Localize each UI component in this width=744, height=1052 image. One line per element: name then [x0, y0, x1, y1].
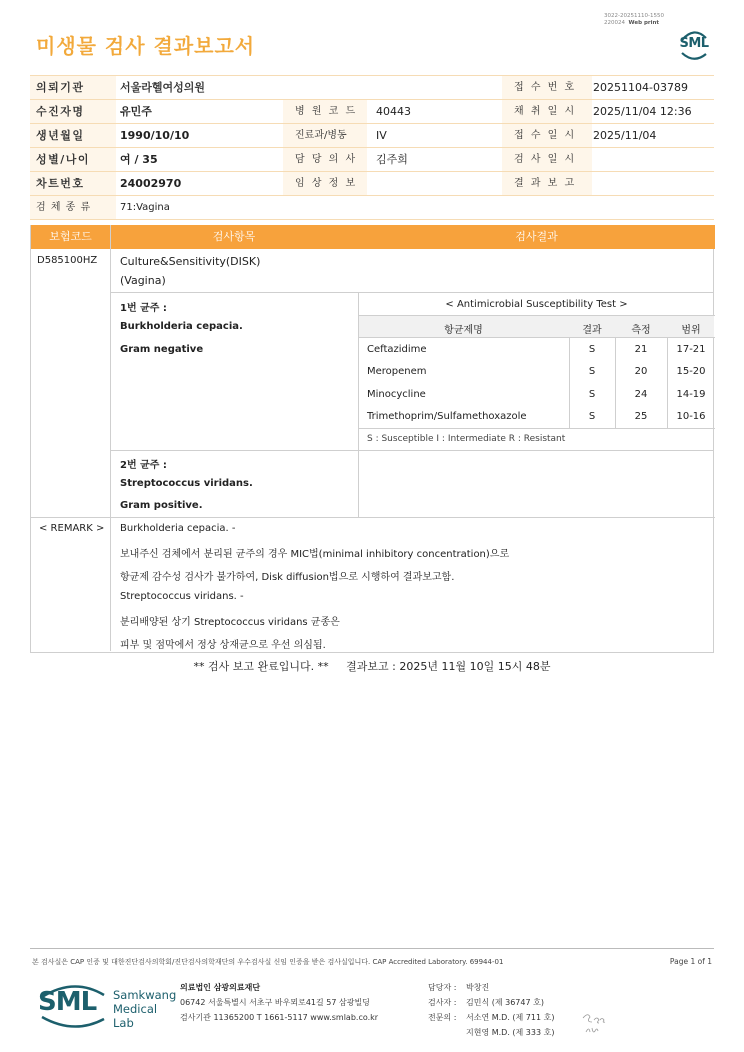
page-number: Page 1 of 1: [669, 957, 712, 966]
label-hospital-code: 병 원 코 드: [283, 100, 367, 123]
remark-label: < REMARK >: [39, 523, 105, 534]
label-collected: 채 취 일 시: [502, 100, 592, 123]
ast-measure: 21: [634, 344, 648, 355]
ast-header-measure: 측정: [631, 325, 651, 336]
label-department: 진료과/병동: [283, 124, 367, 147]
sml-logo: [676, 28, 712, 62]
logo-name-line1: Samkwang: [113, 988, 177, 1002]
organism1-label: 1번 균주 :: [120, 303, 167, 314]
sml-logo-text: SML: [679, 36, 709, 51]
org-name-text: 의료법인 삼광의료재단: [180, 983, 261, 992]
samkwang-logo: [38, 983, 177, 1030]
staff-row: [428, 995, 554, 1010]
ast-range: 10-16: [676, 411, 706, 422]
value-collected: 2025/11/04 12:36: [593, 105, 692, 118]
organism1-gram: Gram negative: [120, 344, 204, 355]
divider: [358, 428, 715, 429]
print-id-code: 220024: [604, 20, 625, 26]
org-info: [180, 980, 378, 1025]
organism1-name: Burkholderia cepacia.: [120, 321, 243, 332]
print-id-line1: 3022-20251110-1550: [604, 13, 664, 19]
org-address: 06742 서울특별시 서초구 바우뫼로41길 57 삼광빌딩: [180, 998, 370, 1007]
completion-line: [0, 658, 744, 674]
ast-measure: 25: [634, 411, 648, 422]
ast-drug: Minocycline: [367, 389, 426, 400]
test-name: Culture&Sensitivity(DISK): [120, 255, 261, 268]
ast-drug: Ceftazidime: [367, 344, 427, 355]
label-name: 수진자명: [30, 100, 116, 123]
header-result: 검사결과: [515, 230, 558, 243]
info-row-6: [30, 196, 714, 220]
remark-line: 항균제 감수성 검사가 불가하여, Disk diffusion법으로 시행하여 결과보고함.: [120, 572, 455, 583]
divider: [358, 337, 715, 338]
label-reported: 결 과 보 고: [502, 172, 592, 195]
results-table: [30, 225, 714, 653]
info-row-2: [30, 100, 714, 124]
completion-report-time: 결과보고 : 2025년 11월 10일 15시 48분: [346, 660, 551, 673]
divider: [110, 450, 714, 451]
value-hospital-code: 40443: [376, 105, 411, 118]
footer-divider: [30, 948, 714, 949]
value-received: 2025/11/04: [593, 129, 657, 142]
info-row-5: [30, 172, 714, 196]
value-department: IV: [376, 129, 387, 142]
organism2-name: Streptococcus viridans.: [120, 478, 253, 489]
logo-name-line2: Medical Lab: [113, 1002, 158, 1030]
ast-result: S: [588, 344, 596, 355]
value-sex-age: 여 / 35: [120, 153, 158, 166]
org-name: [180, 980, 378, 995]
value-receipt-no: 20251104-03789: [593, 81, 688, 94]
staff-row: [428, 1025, 554, 1040]
signature-image: [580, 1010, 610, 1042]
ast-range: 14-19: [676, 389, 706, 400]
header-item: 검사항목: [212, 230, 256, 243]
ast-measure: 24: [634, 389, 648, 400]
print-id: [604, 13, 664, 27]
label-dob: 생년월일: [30, 124, 116, 147]
ast-header-result: 결과: [582, 325, 602, 336]
print-id-label: Web print: [628, 20, 660, 26]
info-row-3: [30, 124, 714, 148]
ast-result: S: [588, 411, 596, 422]
organism2-label: 2번 균주 :: [120, 460, 167, 471]
divider: [110, 225, 111, 651]
report-title: 미생물 검사 결과보고서: [36, 34, 256, 58]
value-specimen: 71:Vagina: [120, 202, 170, 213]
remark-line: Burkholderia cepacia. -: [120, 523, 236, 534]
label-hospital: 의뢰기관: [30, 76, 116, 99]
ast-result: S: [588, 366, 596, 377]
value-chart-no: 24002970: [120, 177, 182, 190]
ast-range: 15-20: [676, 366, 706, 377]
label-specimen: 검 체 종 류: [30, 196, 116, 219]
remark-line: Streptococcus viridans. -: [120, 591, 244, 602]
ast-range: 17-21: [676, 344, 706, 355]
label-doctor: 담 당 의 사: [283, 148, 367, 171]
label-tested: 검 사 일 시: [502, 148, 592, 171]
completion-done: ** 검사 보고 완료입니다. **: [193, 660, 329, 673]
label-chart-no: 차트번호: [30, 172, 116, 195]
staff-role: 검사자 :: [428, 998, 457, 1007]
value-doctor: 김주희: [376, 153, 408, 166]
print-id-line2: [604, 20, 664, 27]
divider: [110, 292, 714, 293]
info-row-1: [30, 75, 714, 100]
value-name: 유민주: [120, 105, 152, 118]
remark-line: 보내주신 검체에서 분리된 균주의 경우 MIC법(minimal inhibitory concentration)으로: [120, 549, 510, 560]
ast-legend: S : Susceptible I : Intermediate R : Resistant: [367, 434, 566, 444]
staff-name: 서소연 M.D. (제 711 호): [466, 1013, 555, 1022]
staff-row: [428, 980, 554, 995]
results-header: [31, 225, 715, 249]
staff-role: 담당자 :: [428, 983, 457, 992]
ast-header-range: 범위: [681, 325, 701, 336]
ast-title: < Antimicrobial Susceptibility Test >: [445, 299, 628, 310]
staff-name: 김민식 (제 36747 호): [466, 998, 544, 1007]
info-row-4: [30, 148, 714, 172]
signature-icon: [580, 1010, 610, 1038]
insurance-code: D585100HZ: [37, 255, 98, 266]
header-code: 보험코드: [49, 230, 92, 243]
samkwang-logo-sml: SML: [38, 987, 97, 1017]
staff-info: [428, 980, 554, 1040]
ast-header-drug: 항균제명: [444, 325, 483, 336]
org-contact: 검사기관 11365200 T 1661-5117 www.smlab.co.kr: [180, 1013, 379, 1022]
footer-note: 본 검사실은 CAP 인증 및 대한진단검사의학회/진단검사의학재단의 우수검사실 신임 인증을 받은 검사실입니다. CAP Accredited Laboratory. 69944-01: [32, 958, 504, 966]
staff-name: 지현영 M.D. (제 333 호): [466, 1028, 555, 1037]
patient-info: [30, 75, 714, 220]
test-specimen: (Vagina): [120, 274, 166, 287]
ast-drug: Meropenem: [367, 366, 427, 377]
samkwang-logo-name: [113, 988, 176, 1030]
staff-role: 전문의 :: [428, 1013, 457, 1022]
label-receipt-no: 접 수 번 호: [502, 76, 592, 99]
staff-name: 박창진: [466, 983, 490, 992]
label-clinical-info: 임 상 정 보: [283, 172, 367, 195]
ast-result: S: [588, 389, 596, 400]
divider: [31, 517, 715, 518]
ast-measure: 20: [634, 366, 648, 377]
label-sex-age: 성별/나이: [30, 148, 116, 171]
remark-line: 피부 및 점막에서 정상 상재균으로 우선 의심됨.: [120, 640, 326, 651]
value-hospital: 서울라헬여성의원: [120, 81, 206, 94]
remark-line: 분리배양된 상기 Streptococcus viridans 균종은: [120, 617, 340, 628]
ast-drug: Trimethoprim/Sulfamethoxazole: [367, 411, 527, 422]
label-received: 접 수 일 시: [502, 124, 592, 147]
value-dob: 1990/10/10: [120, 129, 190, 142]
staff-row: [428, 1010, 554, 1025]
organism2-gram: Gram positive.: [120, 500, 203, 511]
